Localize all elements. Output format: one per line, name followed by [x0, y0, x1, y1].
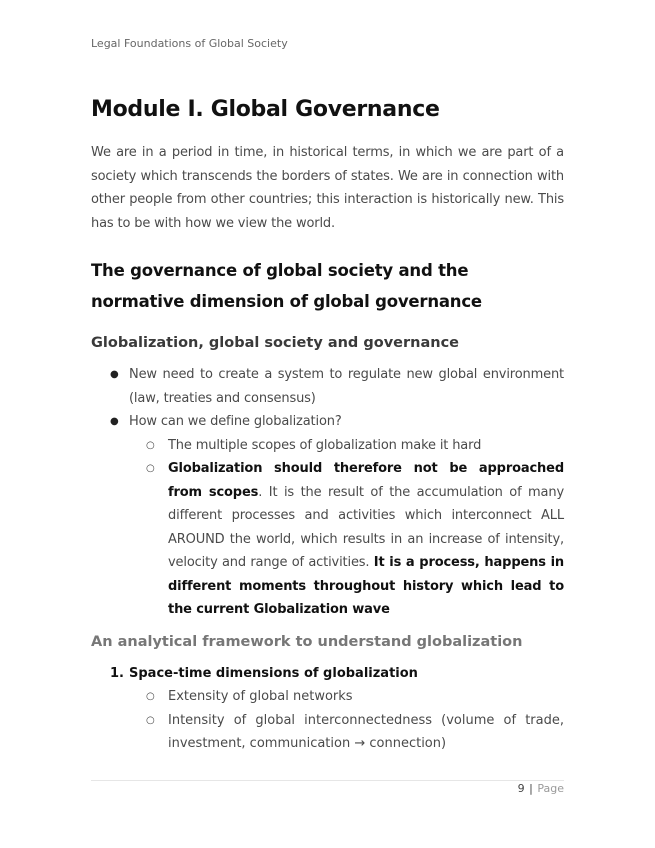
sub-bullet-text: The multiple scopes of globalization make it hard — [168, 437, 482, 453]
bullet-circle-icon: ○ — [146, 463, 155, 474]
numbered-list — [91, 662, 564, 756]
bullet-text: New need to create a system to regulate new global environment (law, treaties and consensus) — [129, 367, 564, 406]
bullet-text: How can we define globalization? — [129, 414, 342, 429]
spacer — [91, 622, 564, 630]
sub-list-item — [129, 685, 564, 709]
footer-separator: | — [529, 782, 533, 795]
page-number: 9 — [517, 782, 525, 795]
section-heading-line1: The governance of global society and the — [91, 261, 469, 280]
section-heading — [91, 255, 564, 317]
sub-bullet-text: Intensity of global interconnectedness (volume of trade, investment, communication → connection) — [168, 712, 564, 751]
numbered-item — [91, 662, 564, 756]
intro-paragraph: We are in a period in time, in historical terms, in which we are part of a society which transcends the borders of states. We are in connection with other people from other countries; this interaction is historically new. This has to be with how we view the world. — [91, 145, 564, 231]
footer-divider — [91, 780, 564, 781]
sub-bullet-text: Extensity of global networks — [168, 689, 353, 704]
sub-list-item — [129, 457, 564, 622]
page-footer — [518, 782, 564, 795]
bullet-dot-icon: ● — [110, 416, 119, 427]
list-item — [91, 410, 564, 622]
sub-bullet-text: . It is the result of the accumulation of many different processes and activities which interconnect ALL AROUND the world, which results in an increase of intensity, velocity and range of activities. — [168, 484, 565, 570]
sub-list-item — [129, 709, 564, 756]
bullet-circle-icon: ○ — [146, 439, 155, 451]
list-item — [91, 363, 564, 410]
bullet-circle-icon: ○ — [146, 714, 155, 726]
item-number: 1. — [110, 665, 124, 681]
sub-bullet-list — [129, 685, 564, 756]
bold-text: Globalization should therefore not be approached from scopes — [168, 461, 564, 500]
section-heading-line2: normative dimension of global governance — [91, 292, 482, 311]
module-title: Module I. Global Governance — [91, 97, 440, 122]
numbered-item-title: Space-time dimensions of globalization — [129, 665, 418, 681]
page-label: Page — [537, 782, 564, 795]
bullet-list — [91, 363, 564, 622]
sub-list-item — [129, 434, 564, 458]
bold-text: It is a process, happens in different moments throughout history which lead to the current Globalization wave — [168, 555, 564, 617]
page-content — [91, 95, 564, 756]
sub-bullet-list — [129, 434, 564, 622]
subsection-title-globalization: Globalization, global society and governance — [91, 335, 459, 351]
bullet-circle-icon: ○ — [146, 691, 155, 702]
running-header: Legal Foundations of Global Society — [91, 37, 288, 50]
bullet-dot-icon: ● — [110, 369, 119, 380]
subsection-title-framework: An analytical framework to understand globalization — [91, 633, 523, 650]
